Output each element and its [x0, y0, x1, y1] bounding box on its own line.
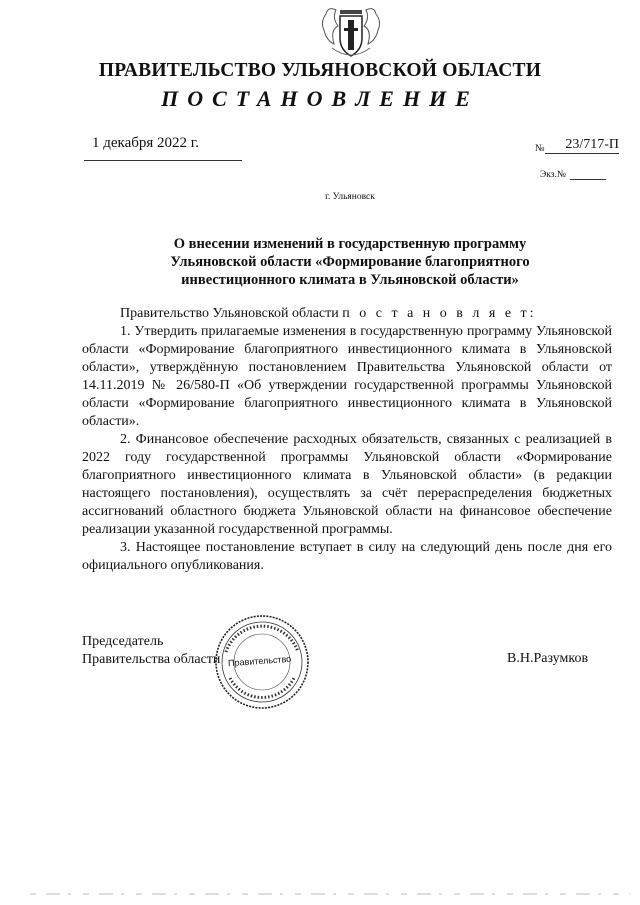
document-date: 1 декабря 2022 г.	[92, 135, 199, 151]
copy-number-line	[570, 179, 606, 180]
paragraph-1: 1. Утвердить прилагаемые изменения в государственную программу Ульяновской области «Формирование благоприятного инвестиционного климата в Ульяновской области», утверждённую постановлением Правительства Ульяновской области от 14.11.2019 № 26/580-П «Об утверждении государственной программы Ульяновской области «Формирование благоприятного инвестиционного климата в Ульяновской области».	[82, 324, 612, 429]
signatory-name: В.Н.Разумков	[507, 651, 589, 666]
government-title: ПРАВИТЕЛЬСТВО УЛЬЯНОВСКОЙ ОБЛАСТИ	[98, 60, 542, 81]
decree-subject: О внесении изменений в государственную программу Ульяновской области «Формирование благоприятного инвестиционного климата в Ульяновской области»	[170, 236, 530, 288]
coat-of-arms-icon	[318, 4, 384, 62]
seal-text: Правительство	[227, 653, 292, 669]
paragraph-3: 3. Настоящее постановление вступает в силу на следующий день после дня его официального опубликования.	[82, 540, 612, 573]
signatory-title	[82, 633, 220, 669]
document-type-title: ПОСТАНОВЛЕНИЕ	[161, 86, 479, 111]
city-label: г. Ульяновск	[325, 192, 375, 202]
decree-body	[82, 305, 612, 575]
document-number: 23/717-П	[545, 137, 619, 154]
intro-spaced: п о с т а н о в л я е т:	[342, 306, 537, 321]
scan-edge-artifacts	[30, 892, 630, 896]
copy-number-label: Экз.№	[540, 170, 566, 180]
intro-lead: Правительство Ульяновской области	[120, 306, 343, 321]
signatory-title-line1: Председатель	[82, 634, 164, 649]
date-underline	[84, 160, 242, 161]
paragraph-2: 2. Финансовое обеспечение расходных обязательств, связанных с реализацией в 2022 году государственной программы Ульяновской области «Формирование благоприятного инвестиционного климата в Ульяновской области» (в редакции настоящего постановления), осуществлять за счёт перераспределения бюджетных ассигнований областного бюджета Ульяновской области на финансовое обеспечение реализации указанной государственной программы.	[82, 432, 612, 537]
signatory-title-line2: Правительства области	[82, 652, 221, 667]
intro-paragraph	[82, 305, 612, 323]
number-prefix: №	[535, 143, 545, 154]
